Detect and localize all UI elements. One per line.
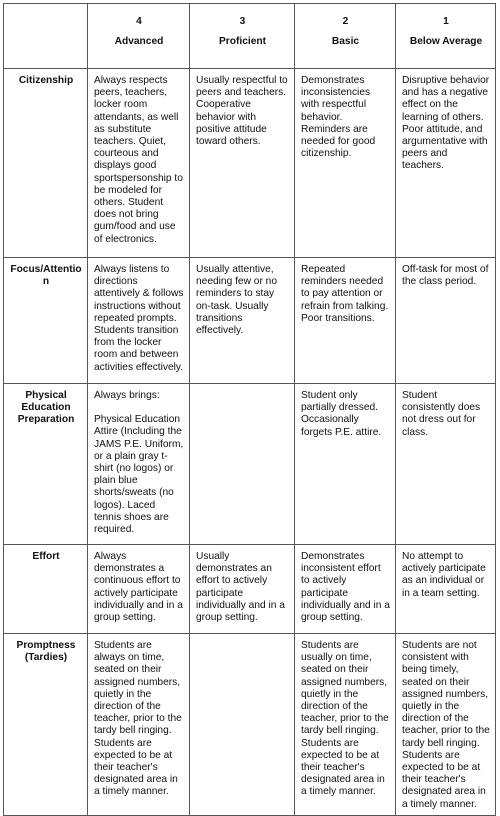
rubric-cell: Students are not consistent with being timely, seated on their assigned numbers, quietly in the direction of the teacher, prior to the tardy bell ringing. Students are expected to be at their teacher's designated area in a timely manner. (396, 634, 496, 816)
corner-cell (4, 4, 88, 69)
level-number: 4 (136, 16, 142, 27)
level-header-1 (396, 4, 496, 69)
rubric-cell: Off-task for most of the class period. (396, 258, 496, 384)
rubric-cell: Students are usually on time, seated on their assigned numbers, quietly in the direction of the teacher, prior to the tardy bell ringing. Students are expected to be at their teacher's designated area in a timely manner. (295, 634, 396, 816)
level-header-2 (295, 4, 396, 69)
rubric-row-promptness (4, 634, 496, 816)
level-number: 3 (239, 16, 246, 27)
rubric-cell (88, 384, 190, 545)
level-number: 1 (443, 16, 449, 27)
rubric-cell: Repeated reminders needed to pay attention or refrain from talking. Poor transitions. (295, 258, 396, 384)
level-name: Below Average (409, 36, 483, 48)
criterion-label: Citizenship (4, 69, 88, 258)
rubric-cell: No attempt to actively participate as an individual or in a team setting. (396, 545, 496, 634)
rubric-row-effort (4, 545, 496, 634)
criterion-label: Promptness (Tardies) (4, 634, 88, 816)
rubric-cell-empty (190, 634, 295, 816)
rubric-cell: Disruptive behavior and has a negative effect on the learning of others. Poor attitude, and argumentative with peers and teachers. (396, 69, 496, 258)
rubric-row-citizenship (4, 69, 496, 258)
level-name: Advanced (114, 36, 164, 48)
rubric-cell-empty (190, 384, 295, 545)
cell-intro: Always brings: (94, 390, 160, 401)
rubric-cell: Student only partially dressed. Occasionally forgets P.E. attire. (295, 384, 396, 545)
rubric-table (3, 3, 496, 816)
rubric-cell: Usually respectful to peers and teachers. Cooperative behavior with positive attitude toward others. (190, 69, 295, 258)
rubric-cell: Usually attentive, needing few or no reminders to stay on-task. Usually transitions effectively. (190, 258, 295, 384)
level-header-4 (88, 4, 190, 69)
criterion-label: Effort (4, 545, 88, 634)
rubric-row-pe-preparation (4, 384, 496, 545)
rubric-cell: Always demonstrates a continuous effort to actively participate individually and in a group setting. (88, 545, 190, 634)
header-row (4, 4, 496, 69)
level-number: 2 (342, 16, 349, 27)
level-name: Proficient (219, 36, 266, 48)
level-name: Basic (331, 36, 360, 48)
criterion-label: Focus/Attention (4, 258, 88, 384)
criterion-label: Physical Education Preparation (4, 384, 88, 545)
level-header-3 (190, 4, 295, 69)
cell-text: Physical Education Attire (Including the JAMS P.E. Uniform, or a plain gray t-shirt (no logos) or plain blue shorts/sweats (no logos). Laced tennis shoes are required. (94, 414, 184, 536)
rubric-cell: Usually demonstrates an effort to actively participate individually and in a group setting. (190, 545, 295, 634)
rubric-row-focus-attention (4, 258, 496, 384)
rubric-cell: Always respects peers, teachers, locker room attendants, as well as substitute teachers. Quiet, courteous and displays good sportspersonship to be modeled for others. Student does not bring gum/food and use of electronics. (88, 69, 190, 258)
rubric-cell: Student consistently does not dress out for class. (396, 384, 496, 545)
rubric-cell: Demonstrates inconsistent effort to actively participate individually and in a group setting. (295, 545, 396, 634)
rubric-cell: Students are always on time, seated on their assigned numbers, quietly in the direction of the teacher, prior to the tardy bell ringing. Students are expected to be at their teacher's designated area in a timely manner. (88, 634, 190, 816)
rubric-cell: Always listens to directions attentively & follows instructions without repeated prompts. Students transition from the locker room and between activities effectively. (88, 258, 190, 384)
rubric-cell: Demonstrates inconsistencies with respectful behavior. Reminders are needed for good citizenship. (295, 69, 396, 258)
